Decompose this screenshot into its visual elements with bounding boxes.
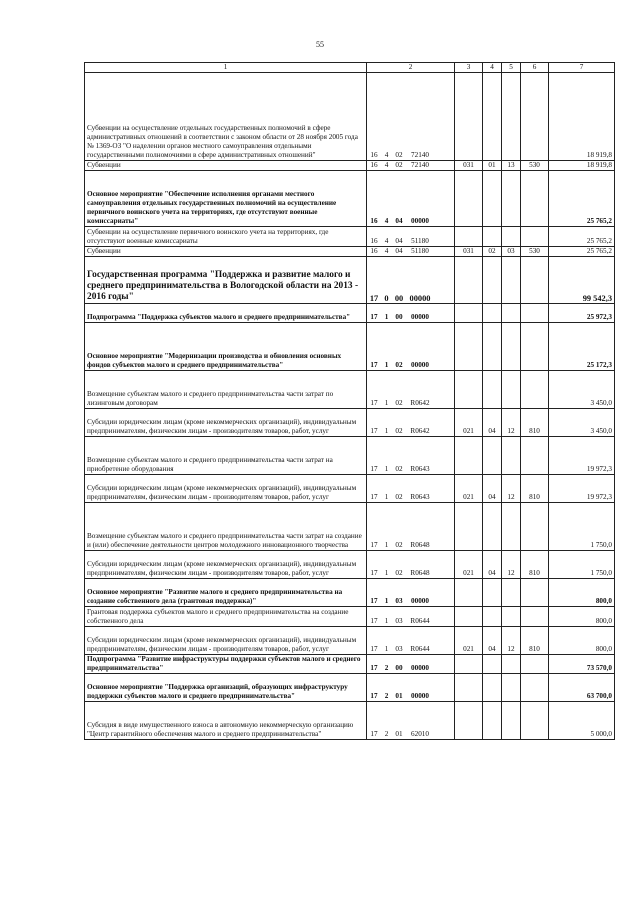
row-code — [367, 607, 455, 627]
row-col-4 — [483, 437, 502, 475]
row-amount: 73 570,0 — [549, 655, 615, 674]
row-code — [367, 627, 455, 655]
code-part-c4: 00000 — [409, 294, 431, 303]
row-amount: 25 765,2 — [549, 247, 615, 257]
row-col-5 — [502, 607, 521, 627]
row-col-4: 01 — [483, 161, 502, 171]
header-col-2: 2 — [367, 63, 455, 73]
code-part-c2: 0 — [384, 294, 389, 303]
row-amount: 3 450,0 — [549, 371, 615, 409]
code-part-c3: 04 — [395, 247, 403, 255]
code-part-c2: 2 — [384, 664, 389, 672]
row-col-4 — [483, 227, 502, 247]
code-part-c3: 02 — [395, 465, 403, 473]
row-col-6 — [521, 579, 549, 607]
row-col-6 — [521, 323, 549, 371]
row-col-3 — [455, 674, 483, 702]
code-part-c2: 1 — [384, 645, 389, 653]
table-header — [85, 63, 615, 73]
row-col-6 — [521, 257, 549, 304]
row-amount: 800,0 — [549, 579, 615, 607]
code-part-c3: 02 — [395, 151, 403, 159]
table-row — [85, 247, 615, 257]
row-col-6 — [521, 73, 549, 161]
row-col-4 — [483, 503, 502, 551]
row-amount: 25 172,3 — [549, 323, 615, 371]
code-part-c2: 4 — [384, 161, 389, 169]
code-part-c2: 1 — [384, 361, 389, 369]
code-part-c4: R0644 — [410, 617, 430, 625]
row-col-6: 530 — [521, 247, 549, 257]
row-amount: 25 765,2 — [549, 171, 615, 227]
code-part-c1: 17 — [369, 294, 379, 303]
code-part-c1: 16 — [370, 151, 378, 159]
code-part-c1: 17 — [370, 465, 378, 473]
code-part-c3: 01 — [395, 692, 403, 700]
code-part-c3: 02 — [395, 427, 403, 435]
table-row — [85, 607, 615, 627]
code-part-c1: 17 — [370, 664, 378, 672]
table-row — [85, 171, 615, 227]
code-part-c4: R0642 — [410, 399, 430, 407]
row-code — [367, 702, 455, 740]
row-col-5 — [502, 579, 521, 607]
code-part-c2: 4 — [384, 151, 389, 159]
row-col-4 — [483, 607, 502, 627]
table-row — [85, 227, 615, 247]
row-col-6 — [521, 503, 549, 551]
row-col-5 — [502, 171, 521, 227]
row-col-5 — [502, 323, 521, 371]
row-col-4 — [483, 304, 502, 323]
code-part-c4: 00000 — [411, 361, 429, 369]
code-part-c4: 00000 — [411, 597, 429, 605]
row-col-4 — [483, 171, 502, 227]
row-code — [367, 304, 455, 323]
row-name: Возмещение субъектам малого и среднего предпринимательства части затрат по лизинговым договорам — [85, 371, 367, 409]
code-part-c4: 00000 — [411, 664, 429, 672]
row-name: Субсидии юридическим лицам (кроме некоммерческих организаций), индивидуальным предпринимателям, физическим лицам - производителям товаров, работ, услуг — [85, 627, 367, 655]
code-part-c4: R0648 — [410, 541, 430, 549]
row-name: Основное мероприятие "Модернизации производства и обновления основных фондов субъектов малого и среднего предпринимательства" — [85, 323, 367, 371]
code-part-c2: 1 — [384, 427, 389, 435]
row-col-3 — [455, 579, 483, 607]
row-col-4 — [483, 257, 502, 304]
row-col-5: 12 — [502, 551, 521, 579]
row-code — [367, 171, 455, 227]
code-part-c2: 4 — [384, 237, 389, 245]
code-part-c2: 1 — [384, 313, 389, 321]
row-col-4: 04 — [483, 627, 502, 655]
code-part-c4: R0648 — [410, 569, 430, 577]
code-part-c1: 17 — [370, 617, 378, 625]
row-code — [367, 257, 455, 304]
header-col-3: 3 — [455, 63, 483, 73]
row-col-5 — [502, 674, 521, 702]
table-row — [85, 475, 615, 503]
table-row — [85, 304, 615, 323]
code-part-c3: 03 — [395, 617, 403, 625]
row-name: Подпрограмма "Поддержка субъектов малого и среднего предпринимательства" — [85, 304, 367, 323]
row-col-4 — [483, 655, 502, 674]
row-amount: 63 700,0 — [549, 674, 615, 702]
row-amount: 18 919,8 — [549, 73, 615, 161]
row-col-3: 031 — [455, 247, 483, 257]
row-col-3 — [455, 73, 483, 161]
table-row — [85, 627, 615, 655]
code-part-c1: 16 — [370, 217, 378, 225]
code-part-c2: 1 — [384, 465, 389, 473]
row-name: Государственная программа "Поддержка и развитие малого и среднего предпринимательства в Вологодской области на 2013 - 2016 годы" — [85, 257, 367, 304]
row-col-6: 810 — [521, 627, 549, 655]
code-part-c1: 16 — [370, 237, 378, 245]
row-col-3 — [455, 227, 483, 247]
row-col-3 — [455, 702, 483, 740]
table-row — [85, 655, 615, 674]
table-row — [85, 161, 615, 171]
row-name: Субсидии юридическим лицам (кроме некоммерческих организаций), индивидуальным предпринимателям, физическим лицам - производителям товаров, работ, услуг — [85, 475, 367, 503]
header-col-4: 4 — [483, 63, 502, 73]
code-part-c4: 51180 — [411, 237, 429, 245]
code-part-c4: R0642 — [410, 427, 430, 435]
code-part-c2: 1 — [384, 399, 389, 407]
row-code — [367, 437, 455, 475]
table-row — [85, 503, 615, 551]
row-col-5 — [502, 702, 521, 740]
row-col-6: 810 — [521, 475, 549, 503]
row-code — [367, 247, 455, 257]
table-row — [85, 409, 615, 437]
row-col-4: 04 — [483, 551, 502, 579]
row-code — [367, 579, 455, 607]
row-col-5 — [502, 503, 521, 551]
row-code — [367, 503, 455, 551]
code-part-c4: 00000 — [411, 313, 429, 321]
row-col-5: 03 — [502, 247, 521, 257]
row-code — [367, 227, 455, 247]
code-part-c1: 17 — [370, 645, 378, 653]
row-code — [367, 161, 455, 171]
code-part-c3: 00 — [394, 294, 404, 303]
code-part-c3: 01 — [395, 730, 403, 738]
code-part-c3: 02 — [395, 399, 403, 407]
row-col-5 — [502, 655, 521, 674]
row-col-5 — [502, 73, 521, 161]
row-amount: 800,0 — [549, 627, 615, 655]
code-part-c4: 00000 — [411, 692, 429, 700]
row-code — [367, 551, 455, 579]
row-col-5: 13 — [502, 161, 521, 171]
row-col-3 — [455, 503, 483, 551]
row-col-6 — [521, 371, 549, 409]
code-part-c3: 00 — [395, 664, 403, 672]
code-part-c1: 17 — [370, 692, 378, 700]
row-amount: 5 000,0 — [549, 702, 615, 740]
row-code — [367, 73, 455, 161]
row-name: Субсидия в виде имущественного взноса в автономную некоммерческую организацию "Центр гарантийного обеспечения малого и среднего предпринимательства" — [85, 702, 367, 740]
row-col-4 — [483, 579, 502, 607]
row-col-3: 021 — [455, 627, 483, 655]
code-part-c3: 02 — [395, 493, 403, 501]
row-col-4 — [483, 674, 502, 702]
row-col-5 — [502, 257, 521, 304]
code-part-c4: R0643 — [410, 493, 430, 501]
row-col-3 — [455, 371, 483, 409]
row-col-3 — [455, 437, 483, 475]
code-part-c3: 03 — [395, 597, 403, 605]
code-part-c1: 17 — [370, 597, 378, 605]
row-col-6: 530 — [521, 161, 549, 171]
row-name: Субвенции на осуществление первичного воинского учета на территориях, где отсутствуют военные комиссариаты — [85, 227, 367, 247]
code-part-c3: 03 — [395, 645, 403, 653]
code-part-c4: 62010 — [411, 730, 429, 738]
row-col-3 — [455, 257, 483, 304]
row-col-3: 021 — [455, 409, 483, 437]
row-code — [367, 323, 455, 371]
budget-table — [84, 62, 615, 740]
row-col-5 — [502, 304, 521, 323]
table-row — [85, 551, 615, 579]
row-col-6 — [521, 304, 549, 323]
code-part-c1: 17 — [370, 427, 378, 435]
code-part-c1: 17 — [370, 730, 378, 738]
code-part-c1: 16 — [370, 161, 378, 169]
code-part-c1: 17 — [370, 399, 378, 407]
row-amount: 1 750,0 — [549, 503, 615, 551]
code-part-c2: 2 — [384, 692, 389, 700]
row-col-6 — [521, 655, 549, 674]
code-part-c1: 17 — [370, 493, 378, 501]
header-col-7: 7 — [549, 63, 615, 73]
row-col-6 — [521, 607, 549, 627]
code-part-c1: 16 — [370, 247, 378, 255]
table-row — [85, 579, 615, 607]
code-part-c4: 51180 — [411, 247, 429, 255]
code-part-c3: 04 — [395, 237, 403, 245]
row-name: Основное мероприятие "Поддержка организаций, образующих инфраструктуру поддержки субъектов малого и среднего предпринимательства" — [85, 674, 367, 702]
code-part-c3: 00 — [395, 313, 403, 321]
row-name: Субсидии юридическим лицам (кроме некоммерческих организаций), индивидуальным предпринимателям, физическим лицам - производителям товаров, работ, услуг — [85, 409, 367, 437]
code-part-c2: 1 — [384, 493, 389, 501]
row-name: Грантовая поддержка субъектов малого и среднего предпринимательства на создание собственного дела — [85, 607, 367, 627]
code-part-c3: 02 — [395, 541, 403, 549]
code-part-c2: 2 — [384, 730, 389, 738]
row-col-4 — [483, 73, 502, 161]
row-col-3 — [455, 304, 483, 323]
row-col-3: 021 — [455, 551, 483, 579]
row-amount: 99 542,3 — [549, 257, 615, 304]
row-col-4: 02 — [483, 247, 502, 257]
row-amount: 19 972,3 — [549, 475, 615, 503]
code-part-c1: 17 — [370, 313, 378, 321]
code-part-c2: 4 — [384, 247, 389, 255]
row-name: Субвенции — [85, 247, 367, 257]
row-code — [367, 674, 455, 702]
row-col-5 — [502, 437, 521, 475]
row-code — [367, 371, 455, 409]
row-col-5: 12 — [502, 627, 521, 655]
code-part-c4: R0643 — [410, 465, 430, 473]
row-col-3 — [455, 323, 483, 371]
header-col-1: 1 — [85, 63, 367, 73]
row-name: Возмещение субъектам малого и среднего предпринимательства части затрат на создание и (или) обеспечение деятельности центров молодежного инновационного творчества — [85, 503, 367, 551]
code-part-c1: 17 — [370, 569, 378, 577]
header-col-6: 6 — [521, 63, 549, 73]
page-number: 55 — [316, 40, 324, 49]
row-col-4 — [483, 702, 502, 740]
row-amount: 18 919,8 — [549, 161, 615, 171]
row-code — [367, 475, 455, 503]
code-part-c1: 17 — [370, 361, 378, 369]
row-code — [367, 409, 455, 437]
code-part-c4: 72140 — [411, 161, 429, 169]
row-amount: 3 450,0 — [549, 409, 615, 437]
code-part-c3: 02 — [395, 569, 403, 577]
row-name: Основное мероприятие "Развитие малого и среднего предпринимательства на создание собственного дела (грантовая поддержка)" — [85, 579, 367, 607]
row-col-4: 04 — [483, 409, 502, 437]
row-amount: 800,0 — [549, 607, 615, 627]
row-col-3 — [455, 607, 483, 627]
code-part-c3: 02 — [395, 161, 403, 169]
row-col-3: 031 — [455, 161, 483, 171]
code-part-c2: 1 — [384, 617, 389, 625]
row-col-3 — [455, 655, 483, 674]
row-name: Субвенции на осуществление отдельных государственных полномочий в сфере административных отношений в соответствии с законом области от 28 ноября 2005 года № 1369-ОЗ "О наделении органов местного самоуправления отдельными государственными полномочиями в сфере административных отношений" — [85, 73, 367, 161]
row-name: Возмещение субъектам малого и среднего предпринимательства части затрат на приобретение оборудования — [85, 437, 367, 475]
row-col-6: 810 — [521, 551, 549, 579]
row-col-5 — [502, 371, 521, 409]
row-col-6 — [521, 674, 549, 702]
table-row — [85, 371, 615, 409]
row-name: Субсидии юридическим лицам (кроме некоммерческих организаций), индивидуальным предпринимателям, физическим лицам - производителям товаров, работ, услуг — [85, 551, 367, 579]
row-name: Подпрограмма "Развитие инфраструктуры поддержки субъектов малого и среднего предпринимательства" — [85, 655, 367, 674]
row-amount: 19 972,3 — [549, 437, 615, 475]
table-row — [85, 674, 615, 702]
code-part-c3: 04 — [395, 217, 403, 225]
row-col-6 — [521, 171, 549, 227]
row-col-3 — [455, 171, 483, 227]
row-col-6: 810 — [521, 409, 549, 437]
code-part-c2: 1 — [384, 569, 389, 577]
row-col-4: 04 — [483, 475, 502, 503]
header-col-5: 5 — [502, 63, 521, 73]
table-row — [85, 73, 615, 161]
code-part-c1: 17 — [370, 541, 378, 549]
row-col-6 — [521, 437, 549, 475]
code-part-c2: 1 — [384, 597, 389, 605]
table-row — [85, 257, 615, 304]
row-col-4 — [483, 371, 502, 409]
row-col-4 — [483, 323, 502, 371]
code-part-c4: 00000 — [411, 217, 429, 225]
code-part-c3: 02 — [395, 361, 403, 369]
row-col-5 — [502, 227, 521, 247]
row-name: Субвенции — [85, 161, 367, 171]
code-part-c2: 4 — [384, 217, 389, 225]
table-row — [85, 437, 615, 475]
row-amount: 1 750,0 — [549, 551, 615, 579]
code-part-c4: 72140 — [411, 151, 429, 159]
row-col-5: 12 — [502, 409, 521, 437]
row-col-3: 021 — [455, 475, 483, 503]
row-amount: 25 765,2 — [549, 227, 615, 247]
row-col-6 — [521, 702, 549, 740]
code-part-c2: 1 — [384, 541, 389, 549]
row-col-5: 12 — [502, 475, 521, 503]
row-code — [367, 655, 455, 674]
row-name: Основное мероприятие "Обеспечение исполнения органами местного самоуправления отдельных государственных полномочий на осуществление первичного воинского учета на территориях, где отсутствуют военные комиссариаты" — [85, 171, 367, 227]
table-row — [85, 702, 615, 740]
row-col-6 — [521, 227, 549, 247]
table-row — [85, 323, 615, 371]
code-part-c4: R0644 — [410, 645, 430, 653]
row-amount: 25 972,3 — [549, 304, 615, 323]
